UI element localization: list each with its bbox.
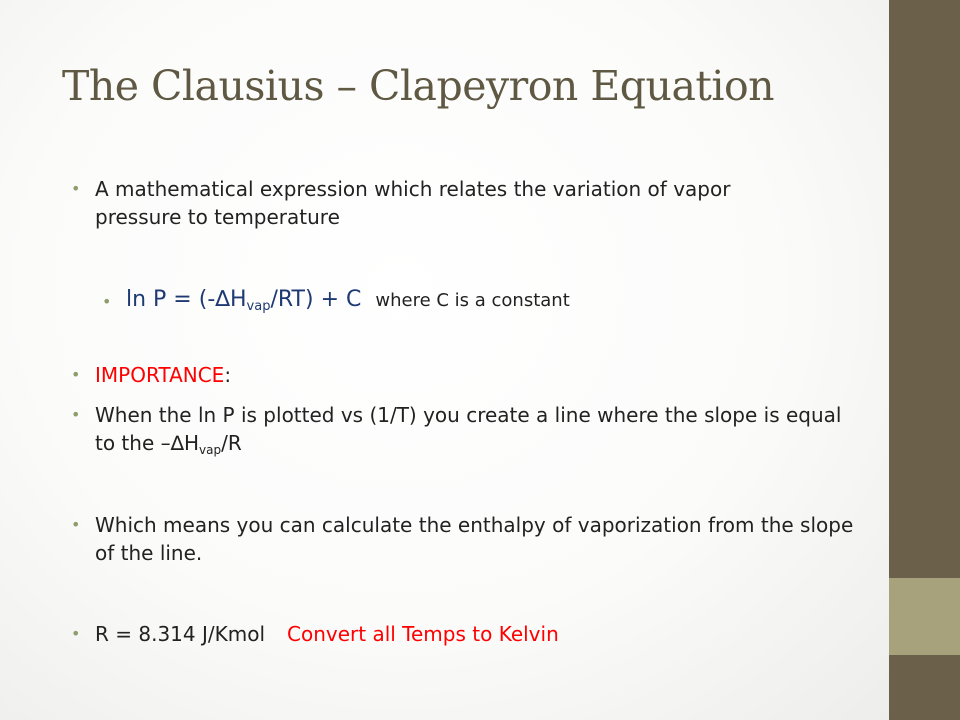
bullet-equation — [102, 283, 826, 324]
bullet-icon: • — [71, 405, 81, 424]
equation-text: $\ln P = (-\Delta H_{vap}/RT) + C$ — [126, 287, 362, 314]
bullet-icon: • — [71, 624, 81, 643]
importance-label: IMPORTANCE — [95, 363, 225, 387]
bullet-icon: • — [71, 365, 81, 384]
bullet-enthalpy — [71, 511, 855, 567]
gas-constant-value: R = 8.314 J/Kmol — [95, 622, 266, 646]
bullet-gas-constant — [71, 620, 855, 648]
slide-title: The Clausius – Clapeyron Equation — [62, 62, 775, 110]
bullet-text: Which means you can calculate the enthalpy of vaporization from the slope of the line. — [95, 513, 854, 565]
bullet-icon: • — [102, 292, 112, 311]
bullet-icon: • — [71, 515, 81, 534]
bullet-text: A mathematical expression which relates the variation of vapor pressure to temperature — [95, 177, 731, 229]
bullet-icon: • — [71, 179, 81, 198]
importance-colon: : — [224, 363, 232, 387]
sidebar-decoration-bottom — [889, 655, 960, 720]
bullet-text: When the ln P is plotted vs (1/T) you create a line where the slope is equal to the $-\Delta H_{vap}/R$ — [95, 403, 842, 457]
equation-note: where C is a constant — [375, 290, 570, 311]
convert-note: Convert all Temps to Kelvin — [287, 622, 559, 646]
sidebar-decoration-top — [889, 0, 960, 578]
sidebar-decoration-middle — [889, 578, 960, 655]
bullet-importance — [71, 361, 815, 389]
bullet-slope — [71, 401, 855, 464]
bullet-definition — [71, 175, 815, 231]
